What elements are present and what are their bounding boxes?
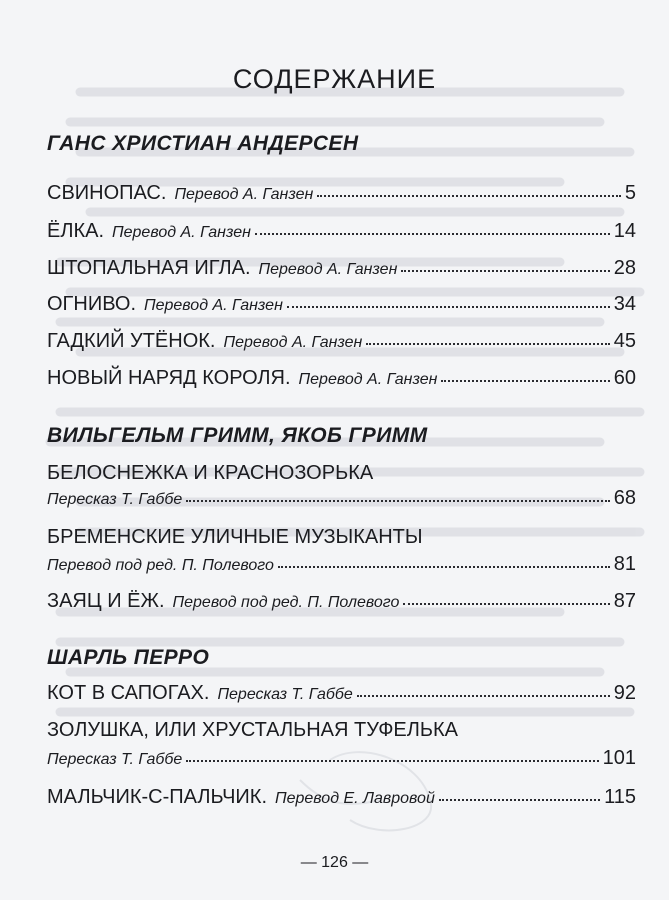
dot-leader	[441, 379, 609, 382]
entry-title: ОГНИВО.	[47, 293, 136, 315]
dot-leader	[287, 305, 610, 308]
toc-entry[interactable]	[47, 257, 636, 287]
entry-page-number: 68	[613, 487, 636, 509]
entry-translator: Перевод А. Ганзен	[144, 297, 283, 314]
entry-title: ШТОПАЛЬНАЯ ИГЛА.	[47, 257, 251, 279]
toc-entry[interactable]	[47, 367, 636, 397]
section-author-perrault: ШАРЛЬ ПЕРРО	[47, 646, 210, 669]
toc-entry[interactable]	[47, 330, 636, 360]
entry-translator: Пересказ Т. Габбе	[217, 686, 353, 703]
dot-leader	[357, 694, 610, 697]
entry-page-number: 14	[613, 220, 636, 242]
section-author-andersen: ГАНС ХРИСТИАН АНДЕРСЕН	[47, 132, 359, 155]
entry-title[interactable]: БРЕМЕНСКИЕ УЛИЧНЫЕ МУЗЫКАНТЫ	[47, 526, 423, 548]
entry-title: ЁЛКА.	[47, 220, 105, 242]
entry-title: ГАДКИЙ УТЁНОК.	[47, 330, 216, 352]
entry-page-number: 101	[602, 747, 636, 769]
dot-leader	[278, 565, 610, 568]
entry-page-number: 81	[613, 553, 636, 575]
entry-page-number: 45	[613, 330, 636, 352]
entry-title[interactable]: ЗОЛУШКА, ИЛИ ХРУСТАЛЬНАЯ ТУФЕЛЬКА	[47, 719, 459, 741]
entry-title: МАЛЬЧИК-С-ПАЛЬЧИК.	[47, 786, 267, 808]
dot-leader	[186, 499, 609, 502]
entry-title[interactable]: БЕЛОСНЕЖКА И КРАСНОЗОРЬКА	[47, 462, 374, 484]
toc-entry[interactable]	[47, 682, 636, 712]
toc-entry[interactable]	[47, 220, 636, 250]
toc-entry[interactable]	[47, 590, 636, 620]
entry-page-number: 115	[604, 786, 636, 808]
section-author-grimm: ВИЛЬГЕЛЬМ ГРИММ, ЯКОБ ГРИММ	[47, 424, 428, 447]
entry-title: ЗАЯЦ И ЁЖ.	[47, 590, 165, 612]
dot-leader	[403, 602, 609, 605]
toc-entry[interactable]	[47, 293, 636, 323]
entry-page-number: 60	[613, 367, 636, 389]
entry-translator: Перевод под ред. П. Полевого	[172, 594, 400, 611]
entry-translator: Перевод под ред. П. Полевого	[47, 557, 274, 574]
page-title: СОДЕРЖАНИЕ	[232, 64, 437, 94]
entry-translator: Перевод А. Ганзен	[258, 261, 398, 278]
entry-page-number: 92	[613, 682, 636, 704]
dot-leader	[439, 798, 600, 801]
entry-translator: Пересказ Т. Габбе	[47, 751, 183, 768]
entry-page-number: 34	[613, 293, 636, 315]
dot-leader	[366, 342, 609, 345]
toc-entry[interactable]	[47, 747, 636, 777]
toc-entry[interactable]	[47, 182, 636, 212]
dot-leader	[401, 269, 609, 272]
entry-translator: Перевод А. Ганзен	[112, 224, 251, 241]
entry-translator: Пересказ Т. Габбе	[47, 491, 183, 508]
entry-title: КОТ В САПОГАХ.	[47, 682, 210, 704]
toc-entry[interactable]	[47, 553, 636, 583]
entry-translator: Перевод А. Ганзен	[174, 186, 314, 203]
entry-page-number: 5	[624, 182, 636, 204]
entry-title: НОВЫЙ НАРЯД КОРОЛЯ.	[47, 367, 291, 389]
dot-leader	[186, 759, 598, 762]
entry-title: СВИНОПАС.	[47, 182, 167, 204]
toc-entry[interactable]	[47, 786, 636, 816]
dot-leader	[317, 194, 621, 197]
entry-translator: Перевод Е. Лавровой	[275, 790, 435, 807]
entry-page-number: 87	[613, 590, 636, 612]
entry-page-number: 28	[613, 257, 636, 279]
entry-translator: Перевод А. Ганзен	[223, 334, 363, 351]
toc-entry[interactable]	[47, 487, 636, 517]
page-number: — 126 —	[300, 854, 369, 871]
dot-leader	[255, 232, 610, 235]
entry-translator: Перевод А. Ганзен	[298, 371, 438, 388]
